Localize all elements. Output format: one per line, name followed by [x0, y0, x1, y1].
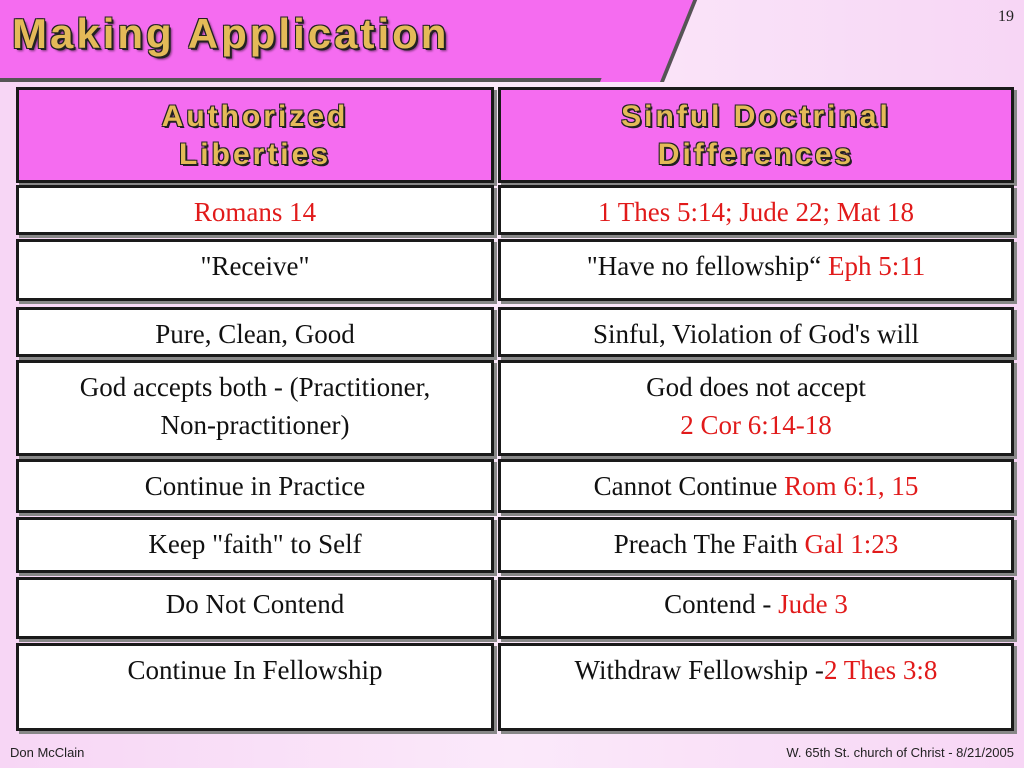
scripture-reference: Jude 3: [778, 589, 848, 619]
right-text: Cannot Continue: [593, 471, 785, 501]
header-right-line-2: Differences: [657, 137, 855, 171]
left-line-2: Non-practitioner): [160, 409, 350, 440]
left-cell: Continue In Fellowship: [16, 643, 494, 731]
scripture-reference: 2 Cor 6:14-18: [680, 409, 832, 440]
right-text: God does not accept: [646, 372, 866, 402]
right-cell: [498, 517, 1014, 573]
scripture-reference: Eph 5:11: [827, 251, 926, 281]
table-row: [16, 459, 1014, 513]
scripture-reference: 1 Thes 5:14; Jude 22; Mat 18: [598, 197, 914, 227]
header-sinful-differences: [498, 87, 1014, 183]
header-right-line-1: Sinful Doctrinal: [621, 100, 891, 133]
left-cell: [16, 360, 494, 456]
header-authorized-liberties: [16, 87, 494, 183]
header-left-line-1: Authorized: [161, 100, 349, 133]
left-line-1: God accepts both - (Practitioner,: [79, 372, 431, 402]
right-text: Preach The Faith: [613, 529, 805, 559]
right-cell: [498, 577, 1014, 639]
right-cell: [498, 360, 1014, 456]
scripture-reference: 2 Thes 3:8: [823, 655, 938, 685]
table-header-row: [16, 87, 1014, 183]
left-cell: Continue in Practice: [16, 459, 494, 513]
slide-number: 19: [998, 8, 1014, 25]
table-row: [16, 360, 1014, 456]
header-left-line-2: Liberties: [178, 137, 332, 171]
slide-title: Making Application: [12, 10, 450, 57]
right-cell: [498, 185, 1014, 235]
right-cell: [498, 459, 1014, 513]
left-cell: Keep "faith" to Self: [16, 517, 494, 573]
table-row: [16, 185, 1014, 235]
right-cell: [498, 239, 1014, 301]
right-text: Contend -: [664, 589, 779, 619]
left-cell: Do Not Contend: [16, 577, 494, 639]
right-cell: [498, 643, 1014, 731]
right-text: Sinful, Violation of God's will: [592, 319, 919, 349]
comparison-table: [16, 87, 1014, 737]
left-cell: Romans 14: [16, 185, 494, 235]
right-cell: [498, 307, 1014, 357]
table-row: [16, 239, 1014, 301]
left-cell: Pure, Clean, Good: [16, 307, 494, 357]
footer-church-date: W. 65th St. church of Christ - 8/21/2005: [786, 745, 1014, 760]
table-row: [16, 643, 1014, 731]
scripture-reference: Gal 1:23: [804, 529, 899, 559]
table-row: [16, 517, 1014, 573]
scripture-reference: Rom 6:1, 15: [784, 471, 919, 501]
footer-author: Don McClain: [10, 745, 85, 760]
right-text: "Have no fellowship“: [586, 251, 828, 281]
table-row: [16, 307, 1014, 357]
table-row: [16, 577, 1014, 639]
left-cell: "Receive": [16, 239, 494, 301]
right-text: Withdraw Fellowship -: [574, 655, 824, 685]
